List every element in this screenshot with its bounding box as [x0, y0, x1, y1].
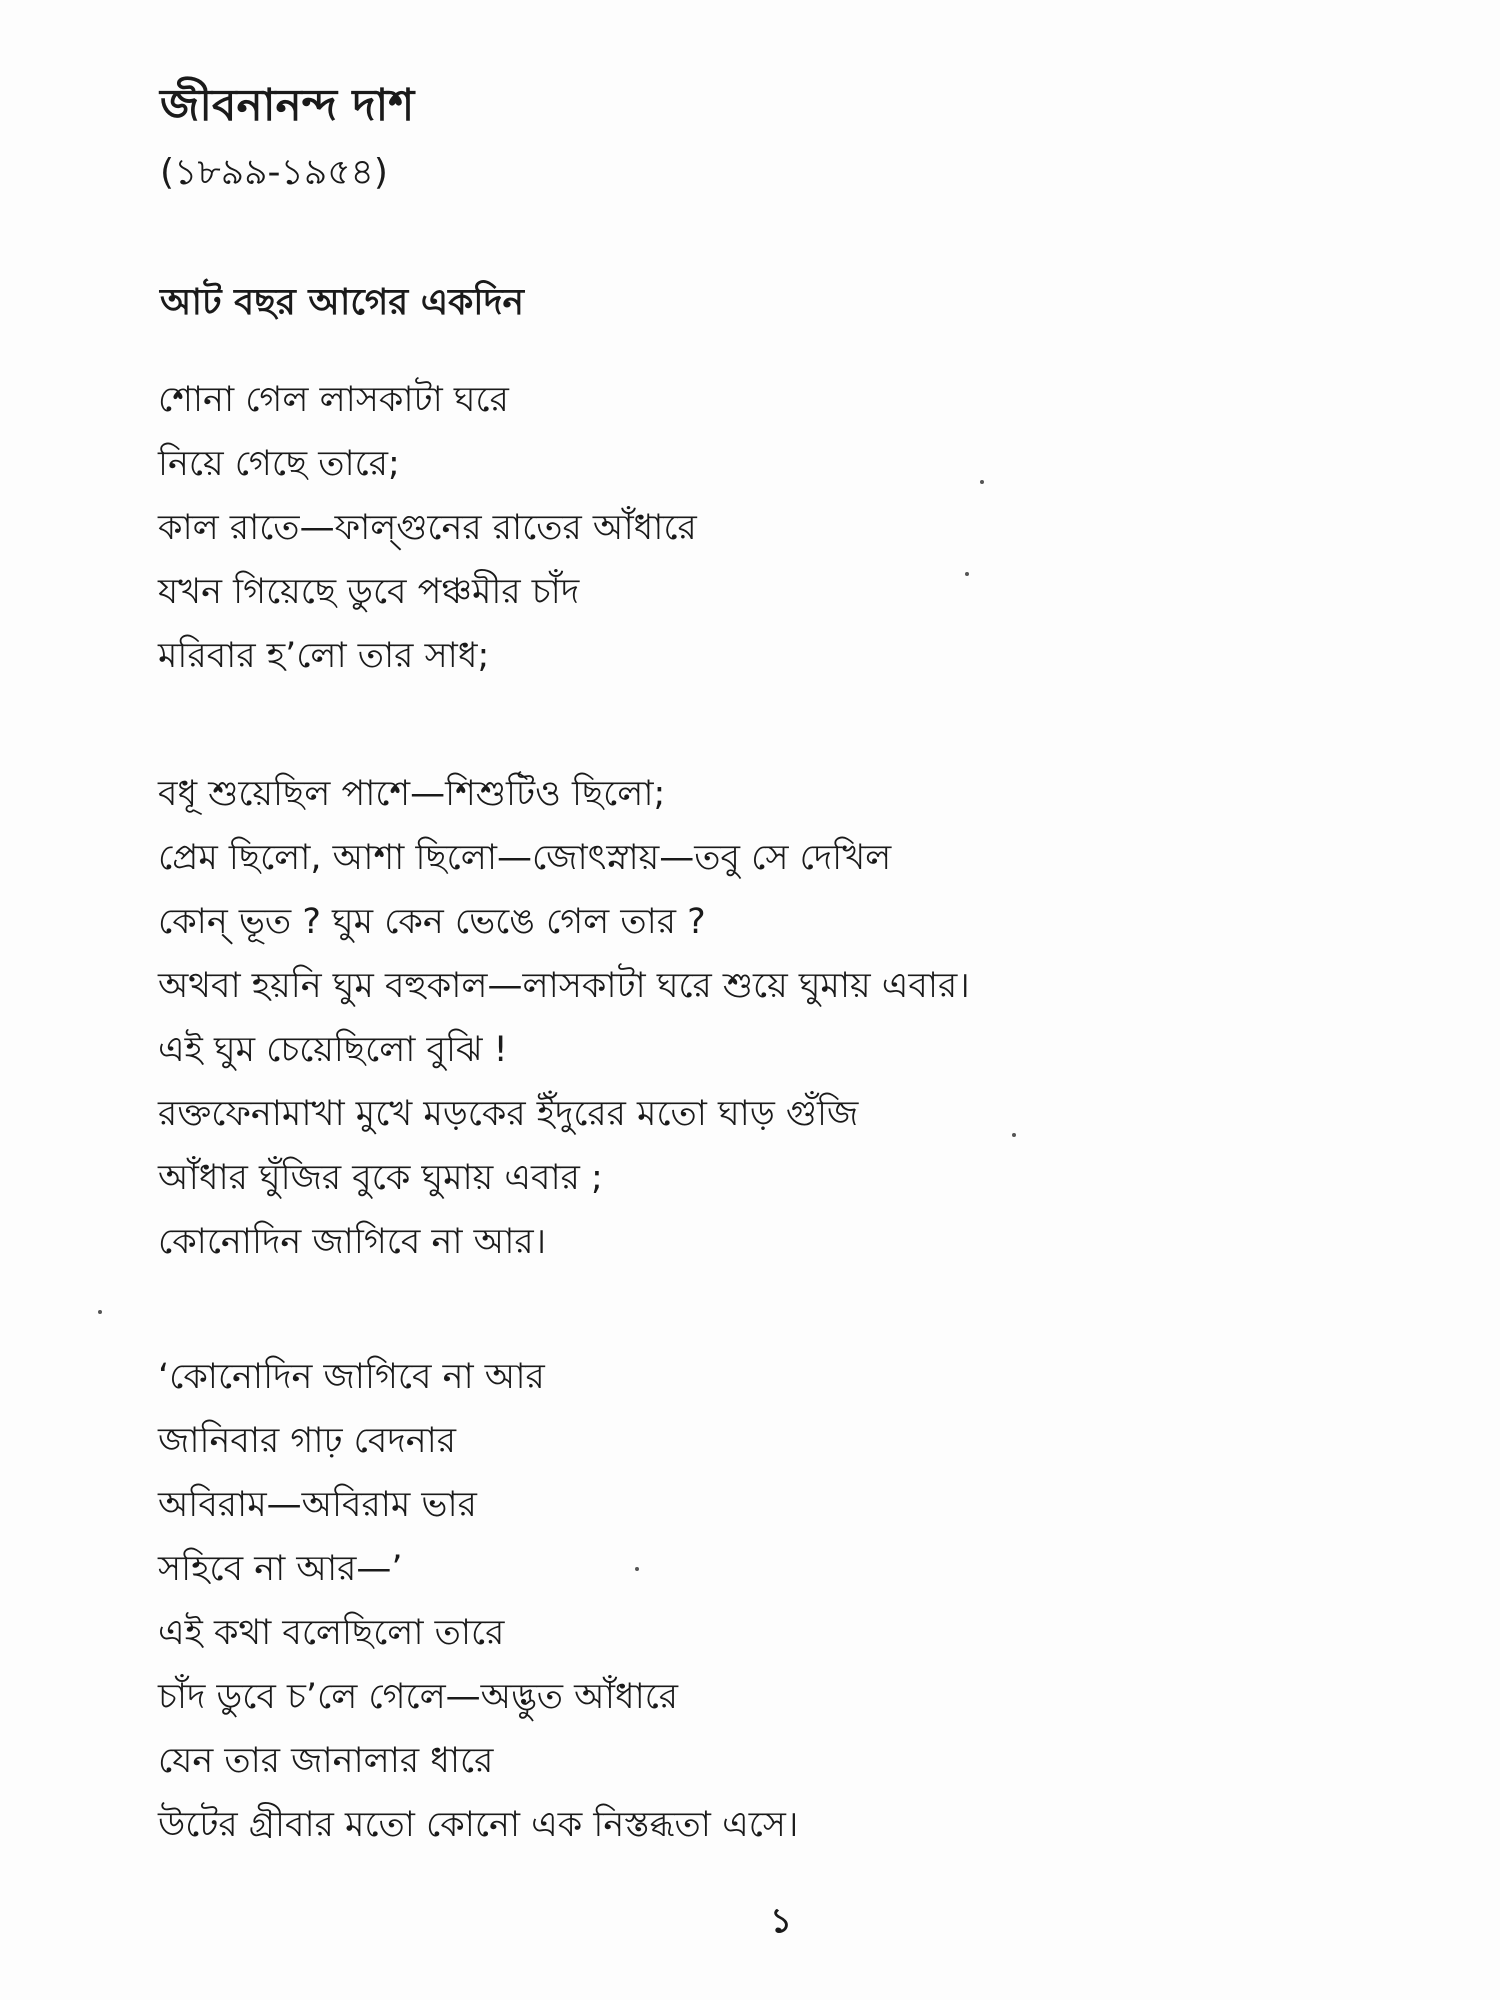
poem-line: সহিবে না আর—’ [158, 1549, 403, 1589]
poem-line: প্রেম ছিলো, আশা ছিলো—জোৎস্নায়—তবু সে দেখিল [158, 838, 892, 878]
poem-line: কোন্ ভূত ? ঘুম কেন ভেঙে গেল তার ? [158, 902, 706, 942]
poem-line: রক্তফেনামাখা মুখে মড়কের ইঁদুরের মতো ঘাড় গুঁজি [158, 1094, 859, 1134]
scan-speck [965, 572, 969, 576]
poem-line: যখন গিয়েছে ডুবে পঞ্চমীর চাঁদ [158, 572, 580, 612]
poem-title: আট বছর আগের একদিন [160, 282, 524, 323]
poem-line: অথবা হয়নি ঘুম বহুকাল—লাসকাটা ঘরে শুয়ে ঘুমায় এবার। [158, 966, 970, 1006]
scan-speck [980, 480, 984, 484]
page-number: ১ [770, 1901, 793, 1941]
poem-line: ‘কোনোদিন জাগিবে না আর [158, 1357, 545, 1397]
scan-speck [635, 1567, 639, 1571]
poem-line: নিয়ে গেছে তারে; [158, 444, 400, 484]
scan-speck [1012, 1133, 1016, 1137]
poem-line: শোনা গেল লাসকাটা ঘরে [158, 380, 509, 420]
poet-name: জীবনানন্দ দাশ [160, 80, 415, 131]
poem-line: অবিরাম—অবিরাম ভার [158, 1485, 477, 1525]
stanza-2 [158, 762, 970, 1274]
stanza-3 [158, 1345, 798, 1857]
poem-line: বধূ শুয়েছিল পাশে—শিশুটিও ছিলো; [158, 774, 666, 814]
poem-line: উটের গ্রীবার মতো কোনো এক নিস্তব্ধতা এসে। [158, 1805, 799, 1845]
poem-line: কাল রাতে—ফাল্গুনের রাতের আঁধারে [158, 508, 697, 548]
stanza-1 [158, 368, 697, 688]
scan-speck [98, 1310, 102, 1314]
poet-years: (১৮৯৯-১৯৫৪) [160, 152, 388, 193]
poem-line: এই কথা বলেছিলো তারে [158, 1613, 505, 1653]
poem-line: কোনোদিন জাগিবে না আর। [158, 1222, 547, 1262]
poem-line: যেন তার জানালার ধারে [158, 1741, 494, 1781]
poem-line: আঁধার ঘুঁজির বুকে ঘুমায় এবার ; [158, 1158, 603, 1198]
poem-line: এই ঘুম চেয়েছিলো বুঝি ! [158, 1030, 508, 1070]
poem-line: চাঁদ ডুবে চ’লে গেলে—অদ্ভুত আঁধারে [158, 1677, 679, 1717]
poem-line: মরিবার হ’লো তার সাধ; [158, 636, 490, 676]
poem-line: জানিবার গাঢ় বেদনার [158, 1421, 457, 1461]
